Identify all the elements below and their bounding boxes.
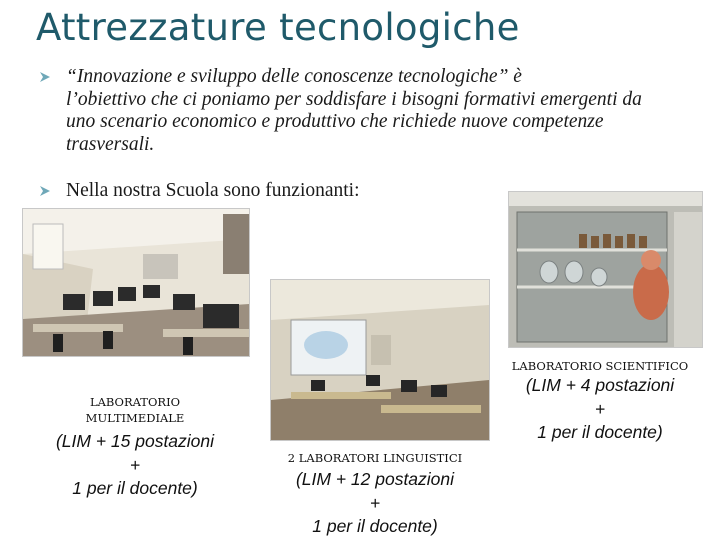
diamond-bullet-icon	[38, 71, 52, 83]
photo-language-labs	[270, 279, 490, 441]
lab-language-detail	[270, 468, 480, 539]
lab-science-name: LABORATORIO SCIENTIFICO	[511, 359, 689, 373]
lab-science-detail-2: +	[594, 398, 606, 419]
lab-language-detail-3: 1 per il docente)	[312, 516, 438, 536]
lab-language-detail-1: (LIM + 12 postazioni	[295, 469, 455, 489]
lab-multimedia-detail-1: (LIM + 15 postazioni	[55, 431, 215, 451]
slide-title: Attrezzature tecnologiche	[36, 6, 520, 49]
bullet-labs	[66, 180, 360, 203]
lab-language-detail-2: +	[369, 492, 381, 513]
lab-multimedia-name: LABORATORIO MULTIMEDIALE	[85, 395, 185, 425]
lab-multimedia-detail-2: +	[129, 454, 141, 475]
bullet-intro	[46, 66, 666, 156]
lab-science-detail-1: (LIM + 4 postazioni	[525, 375, 675, 395]
lab-language-name: 2 LABORATORI LINGUISTICI	[287, 451, 463, 465]
photo-multimedia-lab	[22, 208, 250, 357]
lab-science-detail	[500, 374, 700, 445]
bullet-intro-line1: “Innovazione e sviluppo delle conoscenze tecnologiche” è	[66, 66, 522, 87]
diamond-bullet-icon	[38, 185, 52, 197]
bullet-intro-rest: l’obiettivo che ci poniamo per soddisfare i bisogni formativi emergenti da uno scenario economico e produttivo che richiede nuove competenze trasversali.	[66, 88, 642, 155]
bullet-labs-text: Nella nostra Scuola sono funzionanti:	[66, 180, 360, 201]
lab-science-detail-3: 1 per il docente)	[537, 422, 663, 442]
lab-multimedia-detail	[30, 430, 240, 501]
photo-science-lab	[508, 191, 703, 348]
lab-multimedia-detail-3: 1 per il docente)	[72, 478, 198, 498]
